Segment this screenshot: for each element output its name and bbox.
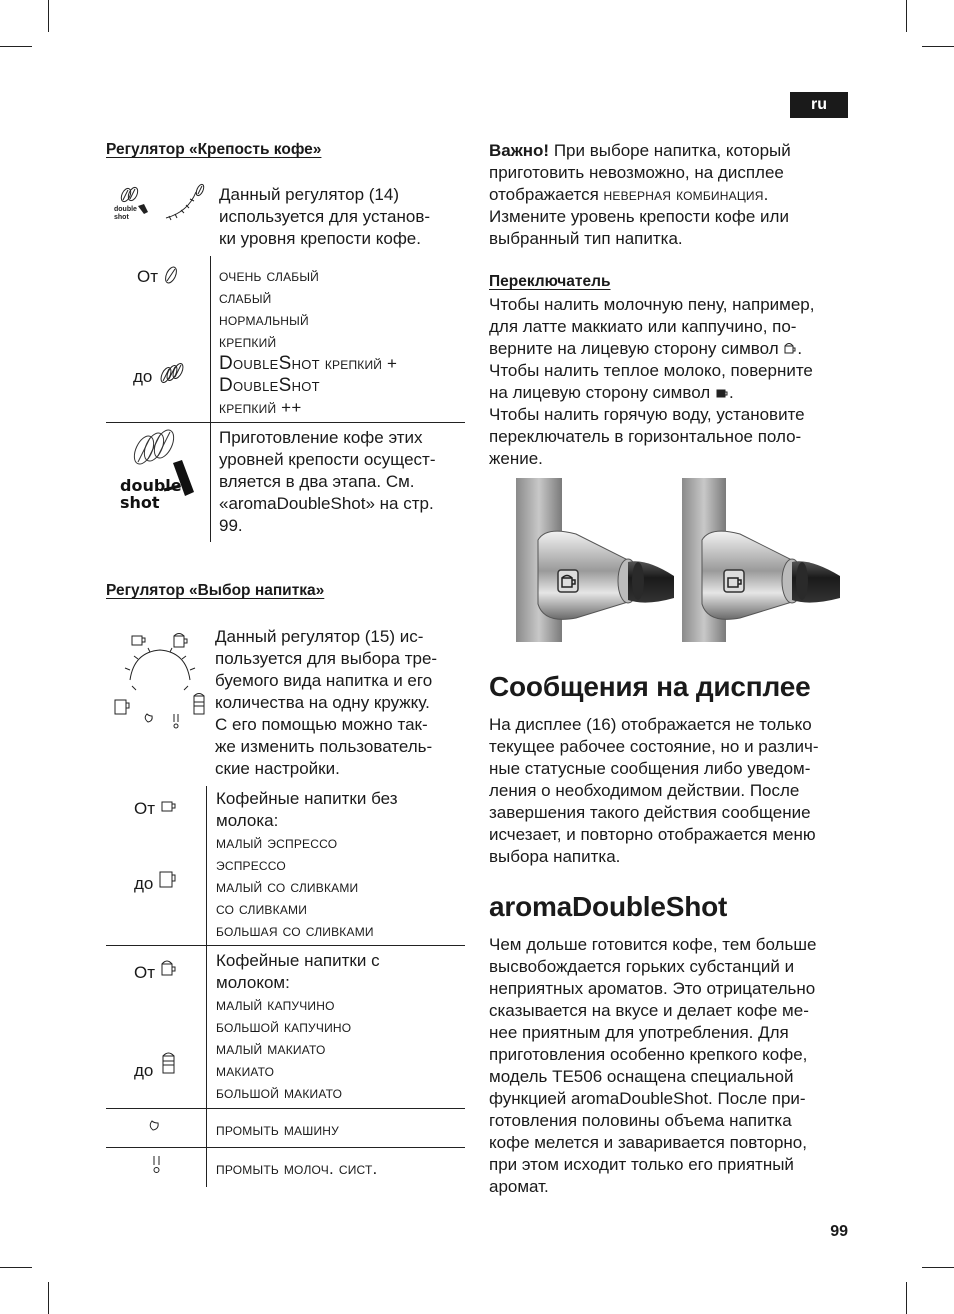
large-cup-icon xyxy=(158,869,178,891)
level-item: DoubleShot xyxy=(219,375,320,396)
doubleshot-note: Приготовление кофе этих уровней крепости осущест- вляется в два этапа. См. «aromaDoubleShot» на стр. 99. xyxy=(219,428,436,535)
table-divider xyxy=(206,786,207,1187)
level-item: DoubleShot крепкий + xyxy=(219,353,398,374)
messages-text: На дисплее (16) отображается не только текущее рабочее состояние, но и различ- ные статусные сообщения либо уведом- ления о необходимом действии. После завершения такого действия сообщение исчезает, и повторно отображается меню выбора напитка. xyxy=(489,715,819,866)
page-number: 99 xyxy=(830,1223,848,1240)
invalid-combination: неверная комбинация xyxy=(603,185,764,204)
drink-item: большой макиато xyxy=(216,1083,343,1102)
crop-mark xyxy=(0,46,32,47)
drink-item: малый эспрессо xyxy=(216,833,338,852)
table-rule xyxy=(106,945,465,946)
rinse-drop-icon xyxy=(148,1118,162,1132)
milk-from: От xyxy=(134,963,156,982)
drink-item: малый капучино xyxy=(216,995,335,1014)
messages-heading: Сообщения на дисплее xyxy=(489,671,811,702)
strength-knob-icon xyxy=(112,182,212,230)
crop-mark xyxy=(906,0,907,32)
crop-mark xyxy=(48,0,49,32)
level-item: слабый xyxy=(219,288,272,307)
strength-from: От xyxy=(137,267,159,286)
no-milk-from: От xyxy=(134,799,156,818)
drink-item: малый со сливками xyxy=(216,877,359,896)
drink-item: большой капучино xyxy=(216,1017,352,1036)
drink-item: малый макиато xyxy=(216,1039,326,1058)
important-label: Важно! xyxy=(489,141,550,160)
one-bean-icon xyxy=(164,264,178,286)
drink-intro: Данный регулятор (15) ис- пользуется для выбора тре- буемого вида напитка и его количества на одну кружку. С его помощью можно так- же изменить пользователь- ские настройки. xyxy=(215,627,438,778)
macchiato-glass-icon xyxy=(160,1050,178,1076)
no-milk-list: Кофейные напитки без молока: малый эспрессо эспрессо малый со сливками со сливками большая со сливками xyxy=(216,789,398,940)
double-shot-label-2: shot xyxy=(120,493,160,512)
table-rule xyxy=(106,1108,465,1109)
table-divider xyxy=(210,256,211,542)
drink-item: эспрессо xyxy=(216,855,286,874)
rinse-milk-system: промыть молоч. сист. xyxy=(216,1159,378,1178)
level-item: очень слабый xyxy=(219,266,320,285)
level-item: нормальный xyxy=(219,310,309,329)
small-cup-icon xyxy=(160,799,178,815)
important-note: Важно! При выборе напитка, который приготовить невозможно, на дисплее отображается неверная комбинация. Измените уровень крепости кофе или выбранный тип напитка. xyxy=(489,141,791,248)
crop-mark xyxy=(906,1282,907,1314)
froth-cup-icon xyxy=(783,341,797,355)
drink-item: большая со сливками xyxy=(216,921,374,940)
aroma-text: Чем дольше готовится кофе, тем больше высвобождается горьких субстанций и неприятных ароматов. Это отрицательно сказывается на вкусе и делает кофе ме- нее приятным для употребления. Для приготовления особенно крепкого кофе, модель TE506 оснащена специальной функцией aromaDoubleShot. После при- готовления половины объема напитка кофе мелется и заваривается повторно, при этом исходит только его приятный аромат. xyxy=(489,935,817,1196)
milk-list: Кофейные напитки с молоком: малый капучино большой капучино малый макиато макиато большой макиато xyxy=(216,951,380,1102)
switch-text: Чтобы налить молочную пену, например, для латте маккиато или каппучино, по- верните на лицевую сторону символ . Чтобы налить теплое молоко, поверните на лицевую сторону символ . Чтобы налить горячую воду, установите переключатель в горизонтальное поло- жение. xyxy=(489,295,815,468)
strength-intro: Данный регулятор (14) используется для установ- ки уровня крепости кофе. xyxy=(219,185,431,248)
drink-item: со сливками xyxy=(216,899,308,918)
strength-heading: Регулятор «Крепость кофе» xyxy=(106,141,322,158)
milk-to: до xyxy=(134,1061,154,1080)
strength-to: до xyxy=(133,367,153,386)
drink-heading: Регулятор «Выбор напитка» xyxy=(106,582,325,599)
rinse-machine: промыть машину xyxy=(216,1120,339,1139)
three-beans-icon xyxy=(159,361,185,385)
double-shot-small-label-1: double xyxy=(114,206,137,213)
level-item: крепкий ++ xyxy=(219,398,302,417)
table-rule xyxy=(106,1147,465,1148)
table-rule xyxy=(106,422,465,423)
switch-heading: Переключатель xyxy=(489,273,611,290)
crop-mark xyxy=(922,46,954,47)
crop-mark xyxy=(48,1282,49,1314)
switch-photo-milk xyxy=(682,478,840,642)
strength-levels xyxy=(219,265,397,419)
drink-knob-icon xyxy=(112,628,208,736)
crop-mark xyxy=(0,1267,32,1268)
double-shot-label-1: double xyxy=(120,476,182,495)
switch-photo-froth xyxy=(516,478,674,642)
no-milk-to: до xyxy=(134,874,154,893)
language-badge: ru xyxy=(790,92,848,118)
level-item: крепкий xyxy=(219,332,277,351)
milk-rinse-icon xyxy=(151,1154,163,1176)
drink-item: макиато xyxy=(216,1061,275,1080)
warm-milk-cup-icon xyxy=(715,385,729,399)
double-shot-icon xyxy=(118,428,200,514)
double-shot-small-label-2: shot xyxy=(114,214,129,221)
aroma-heading: aromaDoubleShot xyxy=(489,891,728,922)
crop-mark xyxy=(922,1267,954,1268)
cappuccino-cup-icon xyxy=(160,958,178,978)
